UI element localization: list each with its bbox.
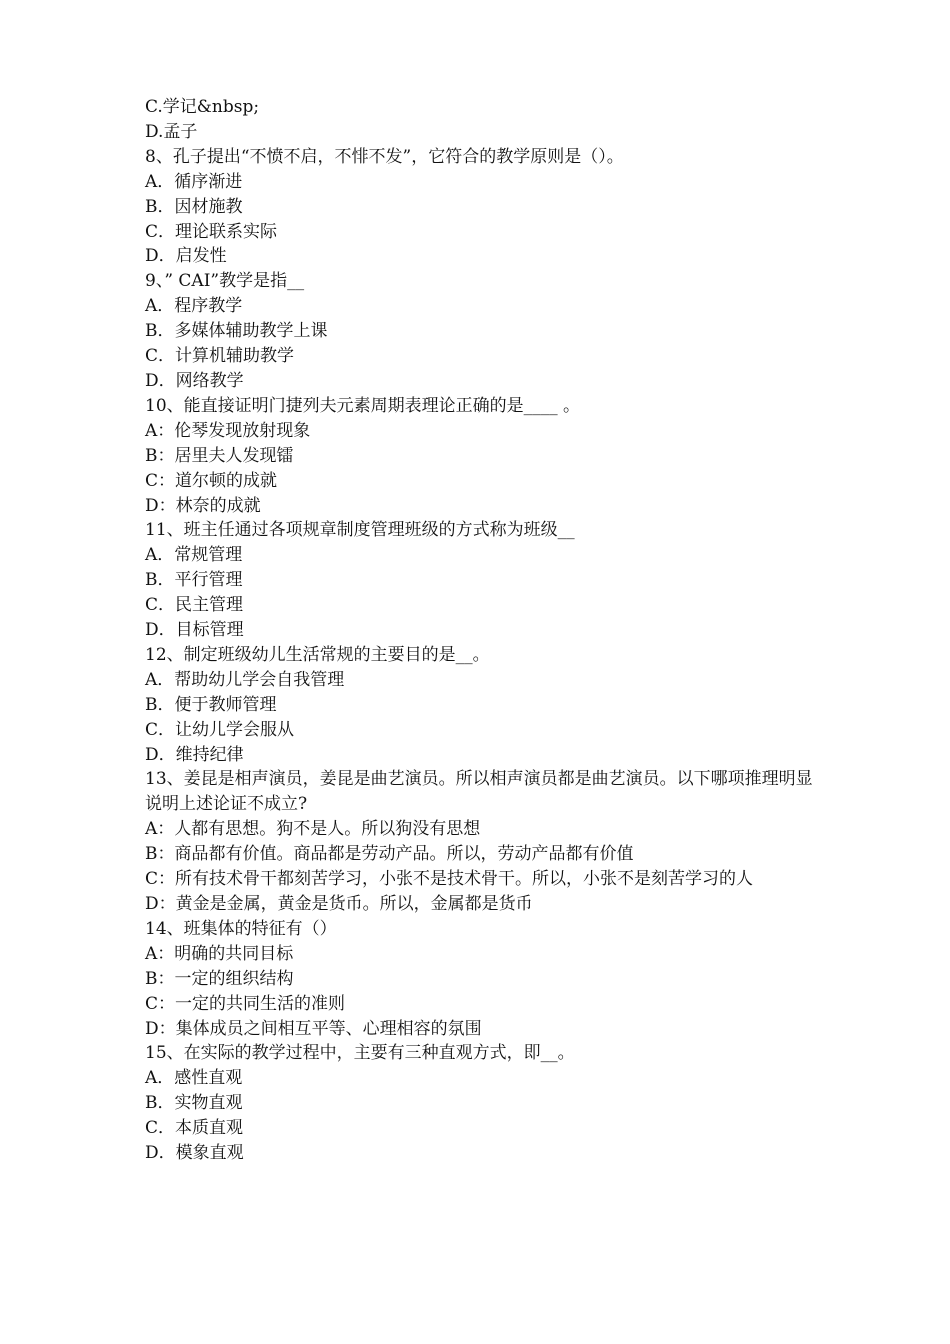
option-line: B．便于教师管理	[145, 694, 277, 715]
option-line: C．计算机辅助教学	[145, 346, 295, 367]
option-line: A：明确的共同目标	[145, 943, 294, 964]
question-11: 11、班主任通过各项规章制度管理班级的方式称为班级__	[145, 520, 575, 541]
option-line: A．循序渐进	[145, 171, 243, 192]
option-line: A．常规管理	[145, 545, 243, 566]
option-line: C：所有技术骨干都刻苦学习，小张不是技术骨干。所以，小张不是刻苦学习的人	[145, 869, 754, 890]
question-8: 8、孔子提出“不愤不启，不悱不发”，它符合的教学原则是（）。	[145, 146, 624, 167]
option-line: B：一定的组织结构	[145, 968, 294, 989]
option-line: C：道尔顿的成就	[145, 470, 278, 491]
option-line: B：商品都有价值。商品都是劳动产品。所以，劳动产品都有价值	[145, 844, 634, 865]
option-line: C．理论联系实际	[145, 221, 278, 242]
option-line: B．平行管理	[145, 570, 243, 591]
option-line: A：伦琴发现放射现象	[145, 420, 311, 441]
option-line: A：人都有思想。狗不是人。所以狗没有思想	[145, 819, 481, 840]
option-line: C：一定的共同生活的准则	[145, 993, 346, 1014]
question-10: 10、能直接证明门捷列夫元素周期表理论正确的是____ 。	[145, 395, 581, 416]
option-line: D．启发性	[145, 246, 227, 267]
option-line: B．多媒体辅助教学上课	[145, 321, 328, 342]
option-line: B．实物直观	[145, 1093, 243, 1114]
question-9: 9、” CAI”教学是指__	[145, 271, 305, 292]
option-line: A．帮助幼儿学会自我管理	[145, 669, 345, 690]
option-line: C．让幼儿学会服从	[145, 719, 295, 740]
option-line: B：居里夫人发现镭	[145, 445, 294, 466]
option-line: D：林奈的成就	[145, 495, 261, 516]
option-line: D．目标管理	[145, 620, 244, 641]
option-line: C．本质直观	[145, 1118, 244, 1139]
option-line: A．感性直观	[145, 1068, 243, 1089]
option-line: D．维持纪律	[145, 744, 244, 765]
option-line: D．网络教学	[145, 370, 244, 391]
text-line: D.孟子	[145, 121, 198, 142]
option-line: D．模象直观	[145, 1143, 244, 1164]
document-page	[145, 95, 825, 1166]
option-line: B．因材施教	[145, 196, 243, 217]
question-14: 14、班集体的特征有（）	[145, 918, 337, 939]
text-line: C.学记&nbsp;	[145, 97, 260, 117]
option-line: D：集体成员之间相互平等、心理相容的氛围	[145, 1018, 482, 1039]
option-line: D：黄金是金属，黄金是货币。所以，金属都是货币	[145, 894, 533, 914]
option-line: A．程序教学	[145, 296, 243, 317]
question-15: 15、在实际的教学过程中，主要有三种直观方式，即__。	[145, 1043, 575, 1064]
option-line: C．民主管理	[145, 595, 244, 616]
question-13: 13、姜昆是相声演员，姜昆是曲艺演员。所以相声演员都是曲艺演员。以下哪项推理明显说明上述论证不成立?	[145, 769, 813, 815]
question-12: 12、制定班级幼儿生活常规的主要目的是__。	[145, 644, 490, 665]
